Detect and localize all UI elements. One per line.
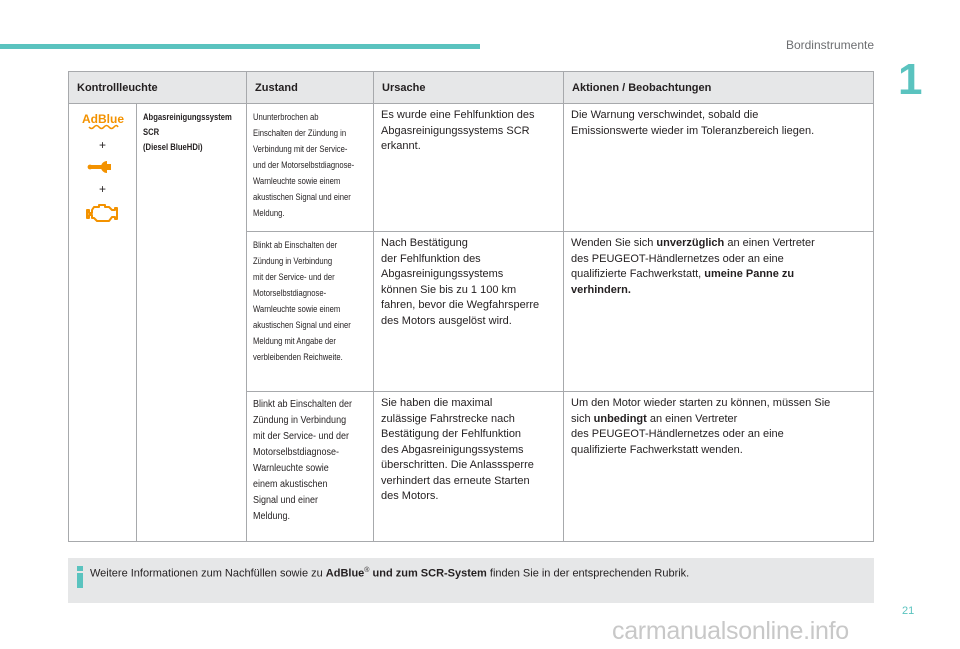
page-number: 21 xyxy=(902,605,915,617)
header-accent-bar xyxy=(0,44,480,49)
state-line: Warnleuchte sowie einem xyxy=(253,176,341,186)
state-line: Meldung mit Angabe der xyxy=(253,336,336,346)
cause-cell xyxy=(374,392,564,542)
adblue-icon xyxy=(80,112,126,134)
column-header-cause: Ursache xyxy=(374,72,564,104)
state-line: Zündung in Verbindung xyxy=(253,415,347,426)
lamp-name-line: SCR xyxy=(143,127,160,137)
action-line: qualifizierte Fachwerkstatt, umeine Panne zu xyxy=(571,268,795,280)
watermark-text: carmanualsonline.info xyxy=(612,617,849,645)
action-cell xyxy=(564,232,874,392)
state-line: Warnleuchte sowie einem xyxy=(253,304,341,314)
action-line: sich unbedingt an einen Vertreter xyxy=(571,412,738,425)
cause-line: Es wurde eine Fehlfunktion des xyxy=(381,109,535,121)
state-line: Warnleuchte sowie xyxy=(253,463,329,474)
lamp-icons-cell xyxy=(69,104,137,542)
state-line: akustischen Signal und einer xyxy=(253,320,351,330)
info-icon xyxy=(77,566,83,588)
cause-line: des Motors. xyxy=(381,490,439,502)
lamp-name-line: (Diesel BlueHDi) xyxy=(143,142,203,152)
cause-line: zulässige Fahrstrecke nach xyxy=(381,412,515,425)
cause-line: Nach Bestätigung xyxy=(381,237,468,249)
cause-line: fahren, bevor die Wegfahrsperre xyxy=(381,299,540,311)
state-line: Blinkt ab Einschalten der xyxy=(253,399,353,410)
state-line: Meldung. xyxy=(253,511,291,522)
cause-line: überschritten. Die Anlasssperre xyxy=(381,459,534,471)
state-line: Verbindung mit der Service- xyxy=(253,144,348,154)
chapter-number: 1 xyxy=(898,55,923,104)
state-cell xyxy=(247,232,374,392)
state-line: Zündung in Verbindung xyxy=(253,256,333,266)
state-line: Einschalten der Zündung in xyxy=(253,128,347,138)
state-line: und der Motorselbstdiagnose- xyxy=(253,160,355,170)
action-line: verhindern. xyxy=(571,283,631,296)
cause-line: des Motors ausgelöst wird. xyxy=(381,314,512,327)
cause-line: Abgasreinigungssystems xyxy=(381,268,504,280)
cause-line: Bestätigung der Fehlfunktion xyxy=(381,428,522,440)
state-line: mit der Service- und der xyxy=(253,431,350,442)
column-header-lamp: Kontrollleuchte xyxy=(69,72,247,104)
info-note-box xyxy=(68,558,874,603)
state-line: Signal und einer xyxy=(253,495,319,506)
table-header-row xyxy=(69,72,874,104)
action-line: qualifizierte Fachwerkstatt wenden. xyxy=(571,443,743,456)
table-row xyxy=(69,104,874,232)
state-line: Meldung. xyxy=(253,208,285,218)
cause-line: Sie haben die maximal xyxy=(381,397,493,409)
action-line: des PEUGEOT-Händlernetzes oder an eine xyxy=(571,428,784,440)
state-line: mit der Service- und der xyxy=(253,272,335,282)
action-line: Um den Motor wieder starten zu können, müssen Sie xyxy=(571,397,831,409)
state-line: verbleibenden Reichweite. xyxy=(253,352,343,362)
plus-sign: + xyxy=(98,182,106,196)
plus-sign: + xyxy=(98,138,106,152)
warning-lamp-table xyxy=(68,71,874,542)
cause-cell xyxy=(374,232,564,392)
info-note-text: Weitere Informationen zum Nachfüllen sowie zu AdBlue® und zum SCR-System finden Sie in der entsprechenden Rubrik. xyxy=(90,567,690,580)
action-line: des PEUGEOT-Händlernetzes oder an eine xyxy=(571,252,784,265)
state-line: Motorselbstdiagnose- xyxy=(253,447,340,458)
lamp-name-line: Abgasreinigungssystem xyxy=(143,112,232,122)
cause-line: der Fehlfunktion des xyxy=(381,252,481,265)
cause-line: Abgasreinigungssystems SCR xyxy=(381,124,530,137)
action-cell xyxy=(564,104,874,232)
lamp-name-cell xyxy=(137,104,247,542)
action-cell xyxy=(564,392,874,542)
action-line: Die Warnung verschwindet, sobald die xyxy=(571,109,759,121)
cause-line: des Abgasreinigungssystems xyxy=(381,443,524,456)
state-line: einem akustischen xyxy=(253,479,328,490)
cause-cell xyxy=(374,104,564,232)
adblue-icon-label: AdBlue xyxy=(81,112,124,126)
state-line: akustischen Signal und einer xyxy=(253,192,351,202)
column-header-action: Aktionen / Beobachtungen xyxy=(564,72,874,104)
action-line: Emissionswerte wieder im Toleranzbereich liegen. xyxy=(571,124,815,137)
engine-icon xyxy=(85,200,121,226)
column-header-state: Zustand xyxy=(247,72,374,104)
cause-line: können Sie bis zu 1 100 km xyxy=(381,283,517,296)
state-line: Ununterbrochen ab xyxy=(253,112,319,122)
wrench-icon xyxy=(86,156,120,178)
state-line: Motorselbstdiagnose- xyxy=(253,288,327,298)
state-line: Blinkt ab Einschalten der xyxy=(253,240,338,250)
action-line: Wenden Sie sich unverzüglich an einen Vertreter xyxy=(571,237,815,249)
cause-line: erkannt. xyxy=(381,140,421,152)
state-cell xyxy=(247,392,374,542)
state-cell xyxy=(247,104,374,232)
section-title: Bordinstrumente xyxy=(785,38,874,52)
cause-line: verhindert das erneute Starten xyxy=(381,474,530,487)
